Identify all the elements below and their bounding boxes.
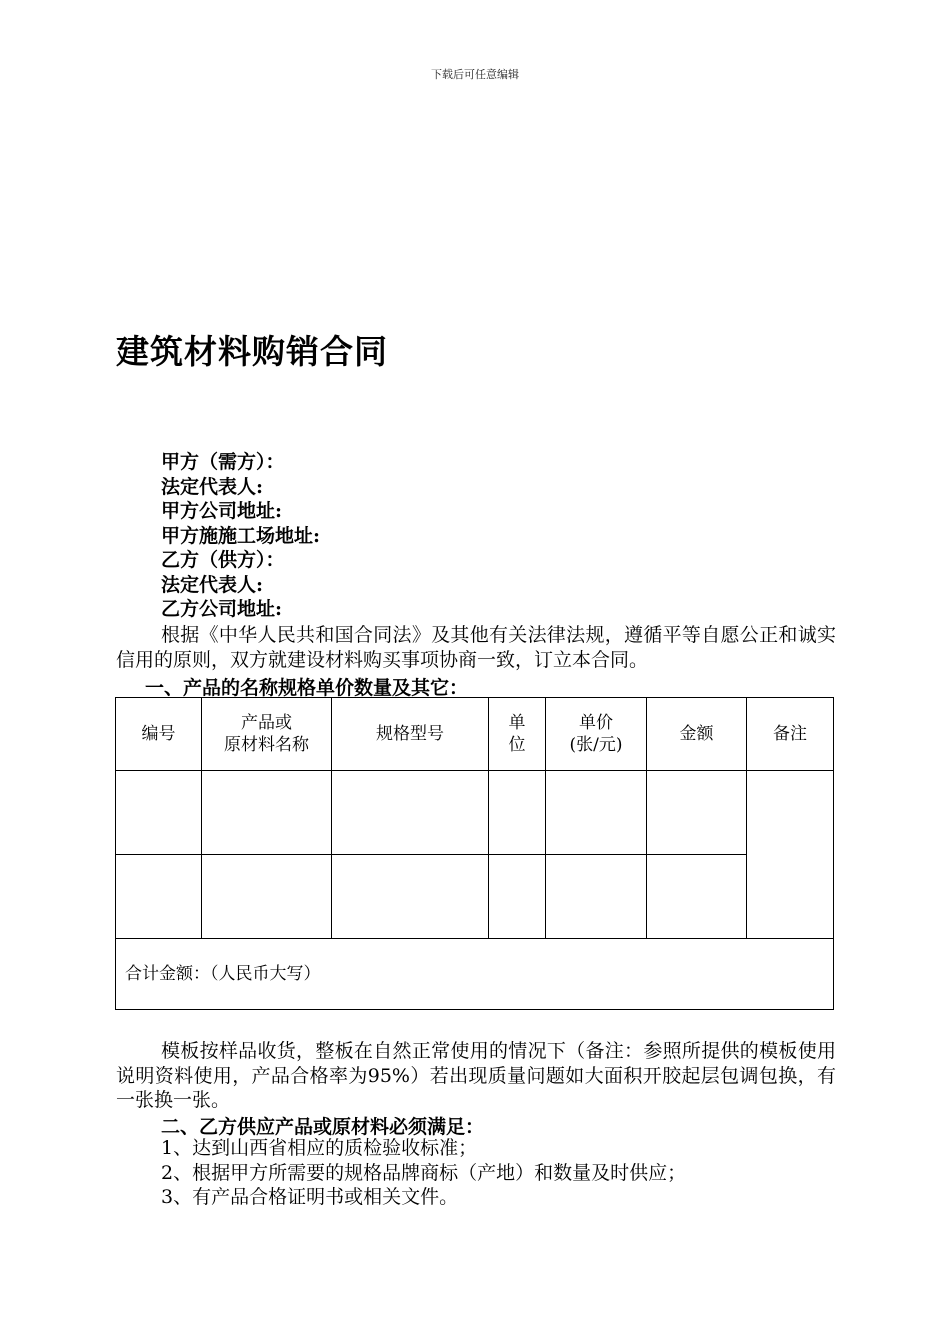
document-title: 建筑材料购销合同 — [116, 332, 388, 371]
cell-product — [202, 855, 332, 939]
party-a-site-address: 甲方施施工场地址: — [161, 524, 321, 547]
header-product — [202, 698, 332, 771]
cell-remarks — [747, 771, 834, 939]
cell-spec — [332, 771, 489, 855]
cell-unit — [489, 855, 546, 939]
cell-spec — [332, 855, 489, 939]
cell-number — [116, 771, 202, 855]
cell-price — [546, 771, 647, 855]
header-price — [546, 698, 647, 771]
header-unit-line1: 单 — [508, 713, 526, 733]
section-2-title: 二、乙方供应产品或原材料必须满足： — [161, 1116, 485, 1138]
list-item: 1、达到山西省相应的质检验收标准； — [161, 1137, 478, 1159]
list-item: 2、根据甲方所需要的规格品牌商标（产地）和数量及时供应； — [161, 1161, 687, 1184]
party-a-representative: 法定代表人: — [161, 475, 264, 498]
header-unit — [489, 698, 546, 771]
cell-number — [116, 855, 202, 939]
party-b-label: 乙方（供方）： — [161, 549, 285, 571]
header-number: 编号 — [116, 698, 202, 771]
cell-amount — [647, 855, 747, 939]
list-item: 3、有产品合格证明书或相关文件。 — [161, 1186, 459, 1208]
cell-product — [202, 771, 332, 855]
cell-price — [546, 855, 647, 939]
section-1-title: 一、产品的名称规格单价数量及其它： — [145, 677, 469, 699]
cell-unit — [489, 771, 546, 855]
header-unit-line2: 位 — [508, 735, 526, 755]
header-price-line1: 单价 — [579, 713, 613, 733]
table-total-row — [116, 939, 834, 1010]
header-note: 下载后可任意编辑 — [431, 68, 519, 81]
table-header-row — [116, 698, 834, 771]
header-product-line2: 原材料名称 — [224, 735, 309, 755]
header-spec: 规格型号 — [332, 698, 489, 771]
header-price-line2: (张/元) — [569, 735, 623, 755]
table-row — [116, 771, 834, 855]
cell-amount — [647, 771, 747, 855]
parties-block — [161, 450, 320, 622]
header-amount: 金额 — [647, 698, 747, 771]
intro-paragraph: 根据《中华人民共和国合同法》及其他有关法律法规，遵循平等自愿公正和诚实信用的原则，双方就建设材料购买事项协商一致，订立本合同。 — [116, 624, 836, 671]
product-table — [115, 697, 834, 1010]
requirements-list — [161, 1136, 686, 1210]
header-remarks: 备注 — [747, 698, 834, 771]
quality-paragraph: 模板按样品收货，整板在自然正常使用的情况下（备注：参照所提供的模板使用说明资料使用，产品合格率为95%）若出现质量问题如大面积开胶起层包调包换，有一张换一张。 — [116, 1040, 836, 1111]
party-a-address: 甲方公司地址: — [161, 500, 283, 522]
party-a-label: 甲方（需方）： — [161, 451, 285, 473]
party-b-address: 乙方公司地址: — [161, 598, 283, 620]
party-b-representative: 法定代表人: — [161, 573, 264, 596]
table-row — [116, 855, 834, 939]
header-product-line1: 产品或 — [241, 713, 292, 733]
total-amount-label: 合计金额：（人民币大写） — [116, 939, 834, 1010]
